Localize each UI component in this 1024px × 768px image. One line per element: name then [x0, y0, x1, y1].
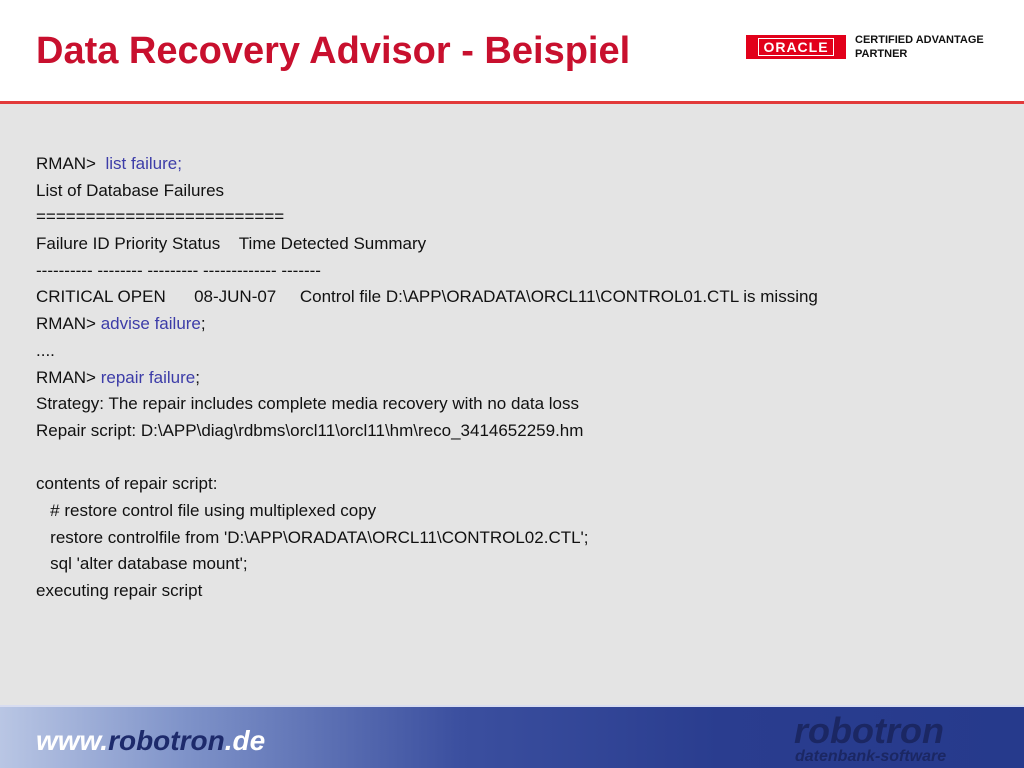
partner-badge [855, 33, 984, 61]
console-line [36, 311, 818, 338]
console-line: executing repair script [36, 581, 203, 600]
console-line: Repair script: D:\APP\diag\rdbms\orcl11\orcl11\hm\reco_3414652259.hm [36, 420, 584, 440]
console-line: Strategy: The repair includes complete media recovery with no data loss [36, 394, 580, 414]
console-line: contents of repair script: [36, 474, 218, 494]
console-line: restore controlfile from 'D:\APP\ORADATA\ORCL11\CONTROL02.CTL'; [36, 527, 589, 547]
console-line [36, 445, 818, 472]
slide-title: Data Recovery Advisor - Beispiel [36, 30, 631, 72]
console-line: ---------- -------- --------- ------------- ------- [36, 260, 321, 280]
prompt: RMAN> [36, 314, 101, 334]
console-line [36, 151, 818, 178]
console-line [36, 365, 818, 392]
partner-line-1: CERTIFIED ADVANTAGE [855, 34, 984, 46]
prompt: RMAN> [36, 367, 101, 387]
footer-divider [0, 705, 1024, 707]
url-brand: robotron [108, 725, 225, 756]
console-line: Failure ID Priority Status Time Detected Summary [36, 234, 427, 254]
command-suffix: ; [195, 367, 200, 387]
console-line: .... [36, 340, 55, 360]
console-line: CRITICAL OPEN 08-JUN-07 Control file D:\APP\ORADATA\ORCL11\CONTROL01.CTL is missing [36, 287, 818, 307]
command-suffix: ; [200, 314, 206, 334]
robotron-logo-subtitle: datenbank-software [795, 748, 947, 765]
rman-command: list failure; [105, 154, 182, 173]
oracle-logo-text: ORACLE [758, 38, 833, 56]
console-line: # restore control file using multiplexed copy [36, 500, 377, 520]
partner-line-2: PARTNER [855, 48, 908, 60]
url-suffix: .de [224, 725, 266, 756]
prompt: RMAN> [36, 154, 106, 173]
console-line: ========================= [36, 207, 285, 227]
oracle-logo [746, 35, 846, 59]
rman-command: advise failure [100, 314, 201, 334]
console-line: List of Database Failures [36, 180, 225, 200]
website-link[interactable] [36, 725, 265, 757]
slide-footer [0, 705, 1024, 768]
slide-header [0, 0, 1024, 102]
console-output [36, 151, 818, 605]
robotron-logo: robotron [794, 710, 944, 751]
url-prefix: www. [36, 725, 109, 756]
rman-command: repair failure [100, 367, 196, 387]
console-line: sql 'alter database mount'; [36, 554, 248, 574]
